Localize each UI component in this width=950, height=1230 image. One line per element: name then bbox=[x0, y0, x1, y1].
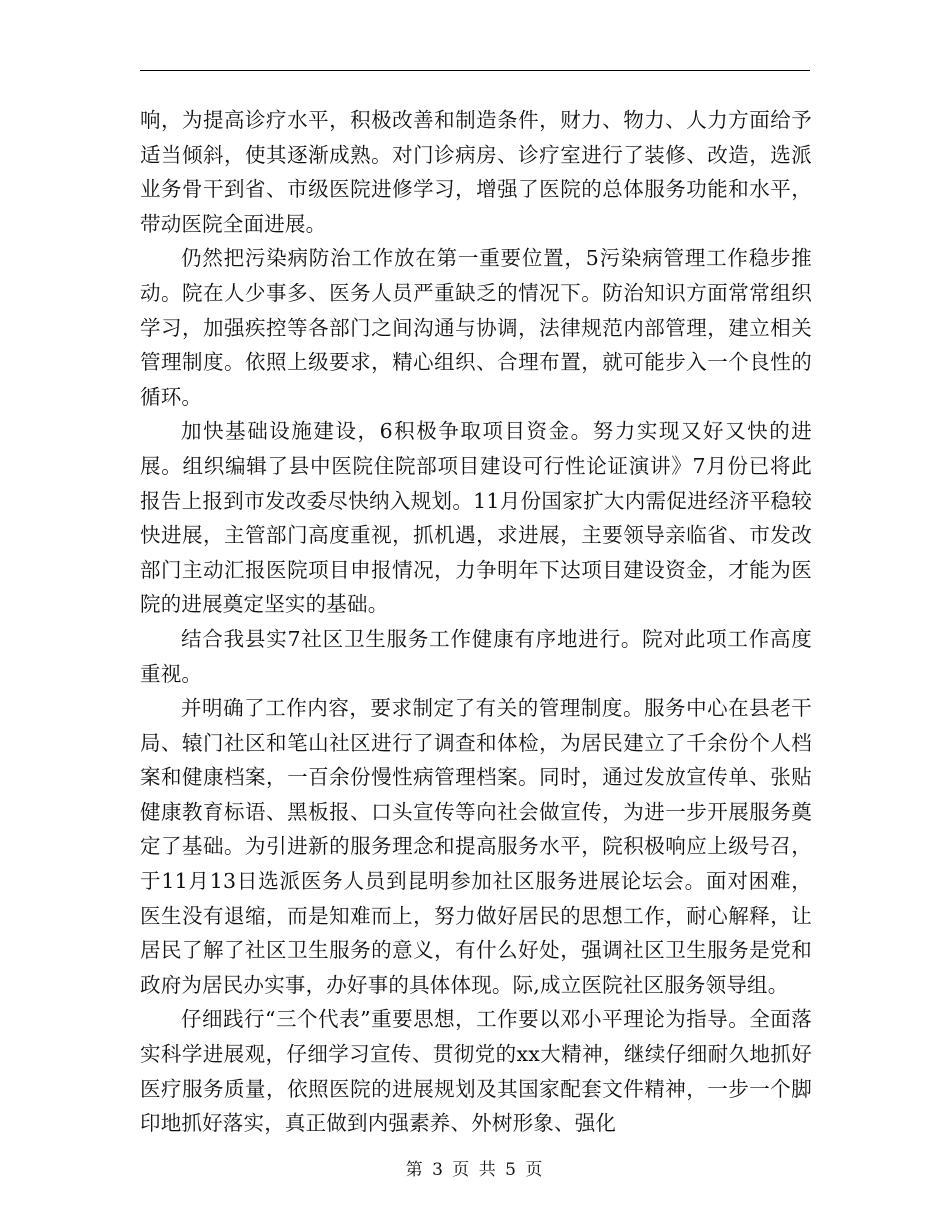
paragraph-1: 响，为提高诊疗水平，积极改善和制造条件，财力、物力、人力方面给予适当倾斜，使其逐渐成熟。对门诊病房、诊疗室进行了装修、改造，选派业务骨干到省、市级医院进修学习，增强了医院的总体服务功能和水平，带动医院全面进展。 bbox=[140, 108, 812, 236]
paragraph-6: 仔细践行“三个代表”重要思想，工作要以邓小平理论为指导。全面落实科学进展观，仔细学习宣传、贯彻党的xx大精神，继续仔细耐久地抓好医疗服务质量，依照医院的进展规划及其国家配套文件精神，一步一个脚印地抓好落实，真正做到内强素养、外树形象、强化 bbox=[140, 1007, 812, 1136]
paragraph-3: 加快基础设施建设，6积极争取项目资金。努力实现又好又快的进展。组织编辑了县中医院住院部项目建设可行性论证演讲》7月份已将此报告上报到市发改委尽快纳入规划。11月份国家扩大内需促进经济平稳较快进展，主管部门高度重视，抓机遇，求进展，主要领导亲临省、市发改部门主动汇报医院项目申报情况，力争明年下达项目建设资金，才能为医院的进展奠定坚实的基础。 bbox=[140, 419, 812, 617]
paragraph-2: 仍然把污染病防治工作放在第一重要位置，5污染病管理工作稳步推动。院在人少事多、医务人员严重缺乏的情况下。防治知识方面常常组织学习，加强疾控等各部门之间沟通与协调，法律规范内部管理，建立相关管理制度。依照上级要求，精心组织、合理布置，就可能步入一个良性的循环。 bbox=[140, 246, 812, 409]
paragraph-5: 并明确了工作内容，要求制定了有关的管理制度。服务中心在县老干局、辕门社区和笔山社区进行了调查和体检，为居民建立了千余份个人档案和健康档案，一百余份慢性病管理档案。同时，通过发放宣传单、张贴健康教育标语、黑板报、口头宣传等向社会做宣传，为进一步开展服务奠定了基础。为引进新的服务理念和提高服务水平，院积极响应上级号召，于11月13日选派医务人员到昆明参加社区服务进展论坛会。面对困难，医生没有退缩，而是知难而上，努力做好居民的思想工作，耐心解释，让居民了解了社区卫生服务的意义，有什么好处，强调社区卫生服务是党和政府为居民办实事，办好事的具体体现。际,成立医院社区服务领导组。 bbox=[140, 696, 812, 997]
header-rule bbox=[140, 70, 810, 71]
paragraph-4: 结合我县实7社区卫生服务工作健康有序地进行。院对此项工作高度重视。 bbox=[140, 626, 812, 686]
page-footer: 第 3 页 共 5 页 bbox=[405, 1160, 545, 1180]
body-text bbox=[140, 103, 812, 1141]
